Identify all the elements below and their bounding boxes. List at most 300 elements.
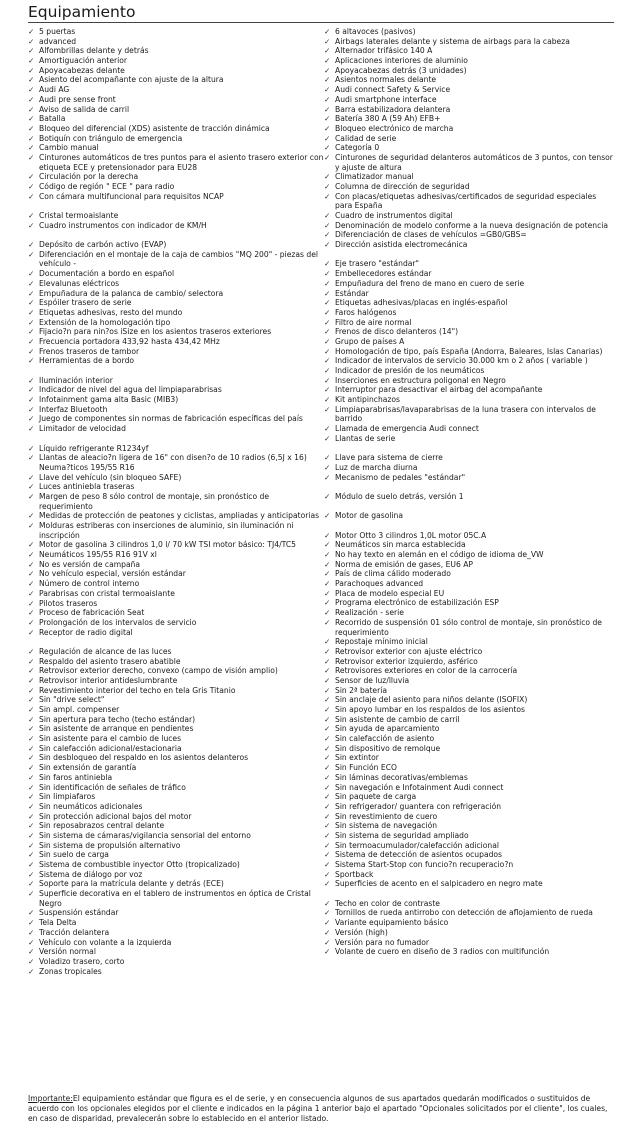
check-icon: ✓ <box>324 879 331 889</box>
equipment-item-label: Indicador de presión de los neumáticos <box>335 366 485 376</box>
equipment-item <box>324 37 614 47</box>
check-icon: ✓ <box>324 240 331 250</box>
equipment-item-label: Variante equipamiento básico <box>335 918 449 928</box>
equipment-item-label: Sin identificación de señales de tráfico <box>39 782 186 792</box>
equipment-item <box>28 957 324 967</box>
equipment-item-label: Repostaje mínimo inicial <box>335 637 428 647</box>
check-icon: ✓ <box>28 85 35 95</box>
check-icon: ✓ <box>324 346 331 356</box>
equipment-item-label: Zonas tropicales <box>39 966 102 976</box>
equipment-item <box>324 279 614 289</box>
equipment-item-label: Sin "drive select" <box>39 695 105 705</box>
equipment-item <box>28 356 324 366</box>
equipment-item <box>324 938 614 948</box>
equipment-item <box>324 95 614 105</box>
equipment-item <box>28 482 324 492</box>
equipment-item <box>28 947 324 957</box>
equipment-item-label: Regulación de alcance de las luces <box>39 646 172 656</box>
check-icon: ✓ <box>28 588 35 598</box>
equipment-item-label: Sistema de detección de asientos ocupados <box>335 850 503 860</box>
equipment-item-label: No vehículo especial, versión estándar <box>39 569 186 579</box>
equipment-item-label: Superficie decorativa en el tablero de instrumentos en óptica de Cristal Negro <box>39 889 311 908</box>
check-icon: ✓ <box>324 152 331 162</box>
check-icon: ✓ <box>324 898 331 908</box>
check-icon: ✓ <box>28 705 35 715</box>
check-icon: ✓ <box>324 114 331 124</box>
equipment-item <box>324 250 614 260</box>
check-icon: ✓ <box>324 617 331 627</box>
equipment-item <box>28 802 324 812</box>
equipment-item-label: Sin apoyo lumbar en los respaldos de los asientos <box>335 705 526 715</box>
equipment-item-label: Homologación de tipo, país España (Andorra, Baleares, Islas Canarias) <box>335 346 603 356</box>
check-icon: ✓ <box>28 840 35 850</box>
equipment-item <box>28 240 324 250</box>
check-icon: ✓ <box>324 811 331 821</box>
check-icon: ✓ <box>324 182 331 191</box>
check-icon: ✓ <box>324 530 331 540</box>
equipment-item <box>28 289 324 299</box>
equipment-item-label: Retrovisor exterior con ajuste eléctrico <box>335 646 483 656</box>
equipment-item <box>28 938 324 948</box>
check-icon: ✓ <box>324 840 331 850</box>
equipment-item <box>324 347 614 357</box>
equipment-item-label: Limitador de velocidad <box>39 424 126 434</box>
equipment-item-label: Motor de gasolina <box>335 511 404 521</box>
check-icon: ✓ <box>324 94 331 104</box>
equipment-item-label: Kit antipinchazos <box>335 395 401 405</box>
equipment-item <box>324 366 614 376</box>
equipment-item <box>324 473 614 483</box>
check-icon: ✓ <box>28 307 35 317</box>
equipment-item <box>324 230 614 240</box>
equipment-item-label: Llamada de emergencia Audi connect <box>335 424 479 434</box>
equipment-item-label: País de clima cálido moderado <box>335 569 451 579</box>
equipment-item-label: Molduras estriberas con inserciones de aluminio, sin iluminación ni inscripción <box>39 521 294 540</box>
equipment-item-label: Frenos traseros de tambor <box>39 346 140 356</box>
equipment-item <box>324 511 614 521</box>
check-icon: ✓ <box>28 114 35 124</box>
equipment-item-label: No es versión de campaña <box>39 559 141 569</box>
equipment-item-label: Techo en color de contraste <box>335 898 440 908</box>
check-icon: ✓ <box>28 278 35 288</box>
check-icon: ✓ <box>324 675 331 685</box>
equipment-item-label: Audi connect Safety & Service <box>335 85 451 95</box>
equipment-item-label: Motor Otto 3 cilindros 1,0L motor 05C.A <box>335 530 487 540</box>
equipment-item <box>324 521 614 531</box>
check-icon: ✓ <box>324 104 331 114</box>
equipment-item <box>28 511 324 521</box>
check-icon: ✓ <box>28 75 35 85</box>
equipment-item-label: Neumáticos 195/55 R16 91V xl <box>39 550 157 560</box>
check-icon: ✓ <box>28 65 35 75</box>
equipment-item <box>324 899 614 909</box>
equipment-item <box>324 337 614 347</box>
equipment-item-label: Sin paquete de carga <box>335 792 417 802</box>
equipment-item-label: Neumáticos sin marca establecida <box>335 540 466 550</box>
equipment-item-label: Sin ampl. compenser <box>39 705 120 715</box>
check-icon: ✓ <box>28 608 35 618</box>
equipment-item-label: Vehículo con volante a la izquierda <box>39 937 172 947</box>
check-icon: ✓ <box>324 743 331 753</box>
check-icon: ✓ <box>324 908 331 918</box>
equipment-item-label: Etiquetas adhesivas, resto del mundo <box>39 307 183 317</box>
check-icon: ✓ <box>324 395 331 405</box>
equipment-column-left <box>28 27 324 976</box>
equipment-item <box>28 105 324 115</box>
check-icon: ✓ <box>324 385 331 395</box>
equipment-item-label: Sistema Start-Stop con funcio?n recuperacio?n <box>335 860 514 870</box>
equipment-item <box>324 153 614 172</box>
equipment-item <box>28 879 324 889</box>
equipment-item-label: Motor de gasolina 3 cilindros 1,0 l/ 70 kW TSI motor básico: TJ4/TC5 <box>39 540 297 550</box>
equipment-item-label: Eje trasero "estándar" <box>335 259 420 269</box>
equipment-item-label: Módulo de suelo detrás, versión 1 <box>335 491 464 501</box>
check-icon: ✓ <box>324 85 331 95</box>
equipment-item-label: Aviso de salida de carril <box>39 104 130 114</box>
equipment-item <box>324 182 614 192</box>
check-icon: ✓ <box>324 123 331 133</box>
equipment-item-label: Retrovisor interior antideslumbrante <box>39 675 178 685</box>
equipment-item <box>324 463 614 473</box>
check-icon: ✓ <box>28 927 35 937</box>
check-icon: ✓ <box>324 656 331 666</box>
check-icon: ✓ <box>324 588 331 598</box>
check-icon: ✓ <box>28 133 35 143</box>
check-icon: ✓ <box>324 46 331 56</box>
title-divider <box>28 22 614 23</box>
equipment-item-label: Interruptor para desactivar el airbag del acompañante <box>335 385 543 395</box>
equipment-item <box>324 918 614 928</box>
equipment-item <box>28 308 324 318</box>
equipment-item-label: Cuadro instrumentos con indicador de KM/H <box>39 220 207 230</box>
equipment-item-label: Cinturones automáticos de tres puntos para el asiento trasero exterior con etiqueta ECE y pretensionador para EU28 <box>39 152 324 172</box>
equipment-item-label: Circulación por la derecha <box>39 172 139 182</box>
equipment-item <box>324 724 614 734</box>
check-icon: ✓ <box>324 511 331 521</box>
equipment-item <box>28 134 324 144</box>
check-icon: ✓ <box>324 327 331 337</box>
equipment-item-label: Cinturones de seguridad delanteros automáticos de 3 puntos, con tensor y ajuste de altura <box>335 152 613 172</box>
equipment-item <box>324 734 614 744</box>
equipment-item-label: Fijacio?n para nin?os iSize en los asientos traseros exteriores <box>39 327 272 337</box>
equipment-item <box>324 579 614 589</box>
equipment-item-label: Sin faros antiniebla <box>39 772 113 782</box>
equipment-item <box>28 444 324 454</box>
check-icon: ✓ <box>324 259 331 269</box>
equipment-item <box>324 783 614 793</box>
check-icon: ✓ <box>28 801 35 811</box>
equipment-item <box>324 947 614 957</box>
equipment-item <box>324 870 614 880</box>
equipment-item-label: Sin extensión de garantía <box>39 763 137 773</box>
equipment-item-label: Sin sistema de navegación <box>335 821 438 831</box>
equipment-item <box>324 802 614 812</box>
equipment-item <box>28 521 324 540</box>
check-icon: ✓ <box>324 491 331 501</box>
check-icon: ✓ <box>28 695 35 705</box>
legal-note <box>28 1094 614 1124</box>
equipment-item-label: Empuñadura del freno de mano en cuero de serie <box>335 278 525 288</box>
equipment-item <box>28 628 324 638</box>
equipment-item-label: advanced <box>39 36 77 46</box>
equipment-item-label: Sin desbloqueo del respaldo en los asientos delanteros <box>39 753 249 763</box>
check-icon: ✓ <box>28 482 35 492</box>
check-icon: ✓ <box>28 666 35 676</box>
check-icon: ✓ <box>324 356 331 366</box>
equipment-item <box>324 376 614 386</box>
equipment-item <box>28 550 324 560</box>
equipment-item <box>324 143 614 153</box>
equipment-item-label: Faros halógenos <box>335 307 397 317</box>
check-icon: ✓ <box>28 521 35 530</box>
equipment-item <box>324 56 614 66</box>
check-icon: ✓ <box>324 705 331 715</box>
equipment-item-label: Mecanismo de pedales "estándar" <box>335 472 466 482</box>
equipment-item-label: Denominación de modelo conforme a la nueva designación de potencia <box>335 220 609 230</box>
check-icon: ✓ <box>28 947 35 957</box>
check-icon: ✓ <box>28 918 35 928</box>
check-icon: ✓ <box>324 830 331 840</box>
check-icon: ✓ <box>324 133 331 143</box>
equipment-item <box>28 676 324 686</box>
check-icon: ✓ <box>28 772 35 782</box>
check-icon: ✓ <box>324 56 331 66</box>
equipment-item <box>28 85 324 95</box>
equipment-item-label: Calidad de serie <box>335 133 397 143</box>
equipment-item <box>324 240 614 250</box>
check-icon: ✓ <box>324 753 331 763</box>
check-icon: ✓ <box>324 172 331 182</box>
check-icon: ✓ <box>324 646 331 656</box>
equipment-item <box>28 95 324 105</box>
equipment-item <box>28 298 324 308</box>
equipment-item <box>28 250 324 269</box>
equipment-item-label: Indicador de nivel del agua del limpiaparabrisas <box>39 385 222 395</box>
check-icon: ✓ <box>28 908 35 918</box>
equipment-item <box>324 308 614 318</box>
equipment-item <box>324 482 614 492</box>
equipment-item-label: Sin limpiafaros <box>39 792 96 802</box>
check-icon: ✓ <box>28 123 35 133</box>
check-icon: ✓ <box>324 220 331 230</box>
equipment-item <box>28 831 324 841</box>
equipment-item-label: Etiquetas adhesivas/placas en inglés-español <box>335 298 508 308</box>
equipment-item-label: Sin revestimiento de cuero <box>335 811 438 821</box>
equipment-item-label: Llave del vehículo (sin bloqueo SAFE) <box>39 472 182 482</box>
equipment-item <box>28 579 324 589</box>
check-icon: ✓ <box>28 404 35 414</box>
equipment-item-label: Sistema de diálogo por voz <box>39 869 143 879</box>
check-icon: ✓ <box>324 404 331 414</box>
equipment-item-label: Airbags laterales delante y sistema de airbags para la cabeza <box>335 36 570 46</box>
check-icon: ✓ <box>324 637 331 647</box>
equipment-item-label: Sin apertura para techo (techo estándar) <box>39 714 196 724</box>
check-icon: ✓ <box>28 937 35 947</box>
equipment-item <box>324 405 614 424</box>
equipment-item-label: Limpiaparabrisas/lavaparabrisas de la luna trasera con intervalos de barrido <box>335 404 596 424</box>
equipment-item <box>324 211 614 221</box>
equipment-item <box>28 37 324 47</box>
equipment-item <box>324 540 614 550</box>
check-icon: ✓ <box>28 850 35 860</box>
equipment-item-label: Cambio manual <box>39 143 99 153</box>
equipment-item-label: Norma de emisión de gases, EU6 AP <box>335 559 473 569</box>
page-title: Equipamiento <box>28 3 136 21</box>
equipment-item-label: Extensión de la homologación tipo <box>39 317 171 327</box>
check-icon: ✓ <box>28 714 35 724</box>
equipment-item-label: Alfombrillas delante y detrás <box>39 46 149 56</box>
equipment-item <box>28 889 324 908</box>
equipment-item-label: Sin láminas decorativas/emblemas <box>335 772 468 782</box>
check-icon: ✓ <box>28 966 35 976</box>
equipment-item-label: Tracción delantera <box>39 927 110 937</box>
check-icon: ✓ <box>28 879 35 889</box>
check-icon: ✓ <box>324 598 331 608</box>
equipment-item-label: Código de región " ECE " para radio <box>39 182 175 191</box>
equipment-item <box>324 831 614 841</box>
equipment-item <box>324 172 614 182</box>
equipment-item <box>28 744 324 754</box>
check-icon: ✓ <box>324 269 331 279</box>
check-icon: ✓ <box>28 249 35 259</box>
equipment-item-label: Revestimiento interior del techo en tela Gris Titanio <box>39 685 236 695</box>
check-icon: ✓ <box>28 346 35 356</box>
equipment-item-label: Tela Delta <box>39 918 77 928</box>
equipment-item-label: Parabrisas con cristal termoaislante <box>39 588 175 598</box>
equipment-item-label: Retrovisor exterior derecho, convexo (campo de visión amplio) <box>39 666 278 676</box>
equipment-item <box>28 841 324 851</box>
equipment-item-label: Sin asistente para el cambio de luces <box>39 734 182 744</box>
check-icon: ✓ <box>28 956 35 966</box>
equipment-item-label: Sin anclaje del asiento para niños delante (ISOFIX) <box>335 695 528 705</box>
equipment-item <box>324 744 614 754</box>
check-icon: ✓ <box>28 782 35 792</box>
equipment-item-label: Interfaz Bluetooth <box>39 404 108 414</box>
equipment-item <box>324 618 614 637</box>
check-icon: ✓ <box>28 627 35 637</box>
check-icon: ✓ <box>324 782 331 792</box>
equipment-item-label: Versión normal <box>39 947 96 957</box>
equipment-item-label: Frenos de disco delanteros (14") <box>335 327 459 337</box>
equipment-item <box>28 172 324 182</box>
equipment-item-label: Dirección asistida electromecánica <box>335 240 468 250</box>
equipment-item-label: Botiquín con triángulo de emergencia <box>39 133 183 143</box>
equipment-item-label: Recorrido de suspensión 01 sólo control de montaje, sin pronóstico de requerimiento <box>335 617 602 637</box>
equipment-item <box>324 46 614 56</box>
equipment-item-label: Retrovisor exterior izquierdo, asférico <box>335 656 478 666</box>
check-icon: ✓ <box>324 211 331 221</box>
check-icon: ✓ <box>28 172 35 182</box>
equipment-item-label: Parachoques advanced <box>335 579 424 589</box>
equipment-item-label: Audi pre sense front <box>39 94 116 104</box>
equipment-column-right <box>324 27 614 976</box>
equipment-item <box>324 434 614 444</box>
equipment-item <box>324 453 614 463</box>
equipment-item <box>324 85 614 95</box>
equipment-item-label: Prolongación de los intervalos de servicio <box>39 617 197 627</box>
check-icon: ✓ <box>28 56 35 66</box>
equipment-item-label: Herramientas de a bordo <box>39 356 135 366</box>
check-icon: ✓ <box>324 540 331 550</box>
check-icon: ✓ <box>324 772 331 782</box>
equipment-item <box>324 608 614 618</box>
check-icon: ✓ <box>28 646 35 656</box>
equipment-item-label: Batería 380 A (59 Ah) EFB+ <box>335 114 441 124</box>
check-icon: ✓ <box>324 462 331 472</box>
check-icon: ✓ <box>28 559 35 569</box>
equipment-item-label: Soporte para la matrícula delante y detrás (ECE) <box>39 879 224 889</box>
check-icon: ✓ <box>324 695 331 705</box>
equipment-item <box>324 666 614 676</box>
equipment-item <box>324 598 614 608</box>
check-icon: ✓ <box>28 46 35 56</box>
equipment-item <box>28 269 324 279</box>
equipment-item-label: Llave para sistema de cierre <box>335 453 443 463</box>
equipment-item <box>324 773 614 783</box>
equipment-item <box>28 124 324 134</box>
equipment-item-label: No hay texto en alemán en el código de idioma de_VW <box>335 550 544 560</box>
equipment-item <box>28 540 324 550</box>
check-icon: ✓ <box>28 579 35 589</box>
equipment-item-label: Apoyacabezas delante <box>39 65 125 75</box>
equipment-item-label: Categoría 0 <box>335 143 380 153</box>
equipment-item <box>324 75 614 85</box>
equipment-item <box>324 860 614 870</box>
check-icon: ✓ <box>324 927 331 937</box>
equipment-item-label: Sin calefacción de asiento <box>335 734 435 744</box>
equipment-item <box>28 279 324 289</box>
equipment-item-label: Grupo de países A <box>335 336 405 346</box>
equipment-item <box>28 318 324 328</box>
check-icon: ✓ <box>28 288 35 298</box>
equipment-item <box>324 850 614 860</box>
equipment-item <box>28 783 324 793</box>
check-icon: ✓ <box>28 327 35 337</box>
equipment-item-label: Sin sistema de propulsión alternativo <box>39 840 181 850</box>
check-icon: ✓ <box>28 414 35 424</box>
check-icon: ✓ <box>324 298 331 308</box>
equipment-item-label: Diferenciación de clases de vehículos =GB0/GBS= <box>335 230 527 240</box>
check-icon: ✓ <box>28 317 35 327</box>
check-icon: ✓ <box>28 143 35 153</box>
equipment-item <box>324 502 614 512</box>
check-icon: ✓ <box>28 443 35 453</box>
equipment-item <box>28 569 324 579</box>
equipment-item <box>324 66 614 76</box>
equipment-item <box>324 928 614 938</box>
equipment-item <box>28 928 324 938</box>
equipment-item <box>324 812 614 822</box>
equipment-item <box>28 850 324 860</box>
equipment-item-label: Documentación a bordo en español <box>39 269 175 279</box>
equipment-item-label: Tornillos de rueda antirrobo con detección de aflojamiento de rueda <box>335 908 593 918</box>
check-icon: ✓ <box>28 724 35 734</box>
check-icon: ✓ <box>28 94 35 104</box>
equipment-item <box>324 686 614 696</box>
equipment-item <box>324 569 614 579</box>
equipment-item-label: Sin sistema de cámaras/vigilancia sensorial del entorno <box>39 830 251 840</box>
equipment-item-label: Sin protección adicional bajos del motor <box>39 811 192 821</box>
equipment-item <box>28 366 324 376</box>
equipment-item <box>324 105 614 115</box>
equipment-item <box>28 657 324 667</box>
equipment-item <box>28 376 324 386</box>
equipment-item-label: Indicador de intervalos de servicio 30.000 km o 2 años ( variable ) <box>335 356 588 366</box>
equipment-item <box>28 918 324 928</box>
equipment-item-label: Sin sistema de seguridad ampliado <box>335 830 469 840</box>
check-icon: ✓ <box>28 211 35 221</box>
check-icon: ✓ <box>28 763 35 773</box>
